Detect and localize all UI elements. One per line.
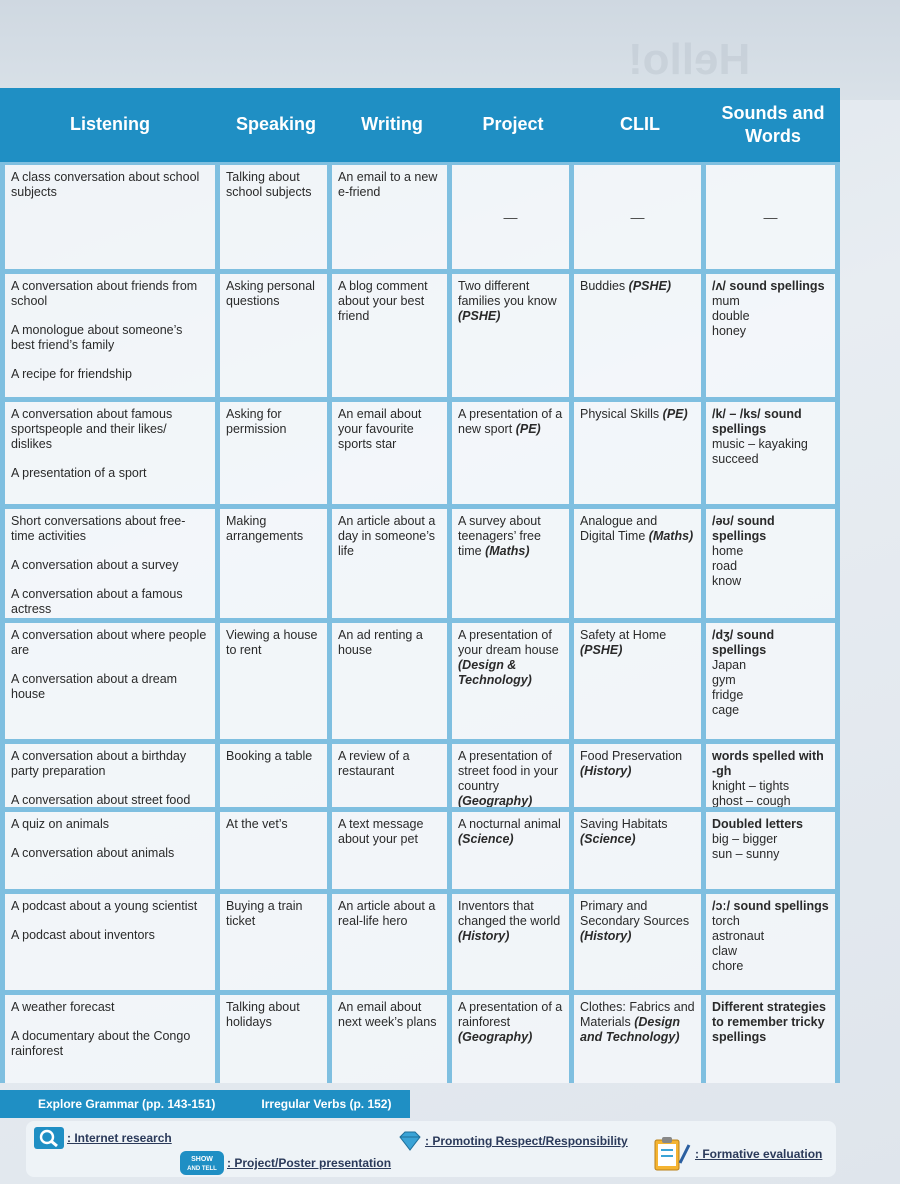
project-subject-tag: (Geography) <box>458 794 533 807</box>
listening-item: A conversation about a dream house <box>11 672 178 701</box>
listening-item: A weather forecast <box>11 1000 115 1014</box>
sounds-title: — <box>763 208 778 225</box>
writing-cell <box>332 812 452 889</box>
writing-item: An article about a day in someone’s life <box>338 514 436 558</box>
listening-cell <box>0 274 220 397</box>
speaking-item: Booking a table <box>226 749 313 763</box>
clil-subject-tag: (PSHE) <box>580 643 623 657</box>
sounds-cell <box>706 744 840 807</box>
header-writing: Writing <box>361 114 423 135</box>
sounds-cell <box>706 509 840 618</box>
speaking-item: At the vet’s <box>226 817 288 831</box>
speaking-item: Making arrangements <box>226 514 304 543</box>
listening-item: A podcast about a young scientist <box>11 899 198 913</box>
sounds-word: big – bigger <box>712 832 778 846</box>
project-text: A presentation of your dream house <box>458 628 559 657</box>
table-row <box>0 397 840 504</box>
project-cell <box>452 165 574 269</box>
project-text: A survey about teenagers’ free time <box>458 514 541 558</box>
writing-cell <box>332 274 452 397</box>
sounds-title: /ʌ/ sound spellings <box>712 279 825 293</box>
project-cell <box>452 995 574 1083</box>
grammar-reference: Explore Grammar (pp. 143-151) <box>38 1097 216 1111</box>
project-text: Inventors that changed the world <box>458 899 561 928</box>
table-row <box>0 269 840 397</box>
project-cell <box>452 274 574 397</box>
clil-subject-tag: (Design and Technology) <box>580 1015 681 1044</box>
speaking-item: Talking about holidays <box>226 1000 300 1029</box>
sounds-word: double <box>712 309 750 323</box>
clil-subject-tag: (PE) <box>662 407 688 421</box>
clil-cell <box>574 165 706 269</box>
speaking-cell <box>220 894 332 990</box>
listening-item: A presentation of a sport <box>11 466 147 480</box>
writing-item: A blog comment about your best friend <box>338 279 428 323</box>
sounds-word: music – kayaking <box>712 437 808 451</box>
project-cell <box>452 744 574 807</box>
clil-cell <box>574 509 706 618</box>
writing-cell <box>332 995 452 1083</box>
project-subject-tag: (Science) <box>458 832 514 846</box>
writing-cell <box>332 402 452 504</box>
sounds-word: astronaut <box>712 929 765 943</box>
background-watermark: Hello! <box>627 35 750 84</box>
sounds-title: Different strategies to remember tricky spellings <box>712 1000 826 1044</box>
speaking-cell <box>220 165 332 269</box>
diamond-icon <box>398 1131 422 1151</box>
listening-cell <box>0 165 220 269</box>
writing-item: An email about next week’s plans <box>338 1000 437 1029</box>
writing-cell <box>332 165 452 269</box>
legend-project: SHOW AND TELL : Project/Poster presentation <box>180 1151 391 1175</box>
sounds-word: road <box>712 559 738 573</box>
sounds-cell <box>706 894 840 990</box>
sounds-word: cage <box>712 703 740 717</box>
header-clil: CLIL <box>620 114 660 135</box>
clil-subject-tag: (Maths) <box>648 529 694 543</box>
project-text: A presentation of a rainforest <box>458 1000 563 1029</box>
svg-text:SHOW: SHOW <box>191 1156 213 1163</box>
project-text: Two different families you know <box>458 279 557 308</box>
show-and-tell-icon <box>180 1151 224 1175</box>
background-top <box>0 0 900 100</box>
project-subject-tag: (PSHE) <box>458 309 501 323</box>
speaking-cell <box>220 812 332 889</box>
legend <box>26 1121 836 1177</box>
sounds-title: /əʊ/ sound spellings <box>712 514 775 543</box>
legend-respect: : Promoting Respect/Responsibility <box>398 1131 628 1151</box>
header-project: Project <box>482 114 544 135</box>
clil-text: Analogue and Digital Time <box>580 514 658 543</box>
table-row <box>0 618 840 739</box>
project-cell <box>452 623 574 739</box>
speaking-item: Talking about school subjects <box>226 170 312 199</box>
listening-item: A podcast about inventors <box>11 928 155 942</box>
clil-cell <box>574 623 706 739</box>
clil-text: Physical Skills <box>580 407 660 421</box>
speaking-cell <box>220 623 332 739</box>
contents-table <box>0 162 840 1083</box>
project-cell <box>452 509 574 618</box>
header-sounds-and-words: Sounds and Words <box>721 102 825 146</box>
clil-cell <box>574 812 706 889</box>
sounds-word: home <box>712 544 744 558</box>
clil-text: Food Preservation <box>580 749 683 763</box>
listening-item: A conversation about friends from school <box>11 279 198 308</box>
clil-cell <box>574 894 706 990</box>
writing-item: A review of a restaurant <box>338 749 410 778</box>
listening-item: A conversation about a famous actress <box>11 587 183 616</box>
sounds-title: Doubled letters <box>712 817 803 831</box>
sounds-title: /k/ – /ks/ sound spellings <box>712 407 802 436</box>
magnifier-icon <box>34 1127 64 1149</box>
listening-item: A conversation about a survey <box>11 558 179 572</box>
sounds-word: torch <box>712 914 740 928</box>
clil-subject-tag: (History) <box>580 764 632 778</box>
speaking-cell <box>220 509 332 618</box>
writing-item: An ad renting a house <box>338 628 423 657</box>
table-row <box>0 504 840 618</box>
listening-cell <box>0 744 220 807</box>
legend-internet: : Internet research <box>34 1127 172 1149</box>
sounds-word: knight – tights <box>712 779 790 793</box>
table-row <box>0 739 840 807</box>
sounds-word: succeed <box>712 452 759 466</box>
speaking-cell <box>220 274 332 397</box>
writing-cell <box>332 744 452 807</box>
writing-cell <box>332 623 452 739</box>
project-text: A presentation of a new sport <box>458 407 563 436</box>
speaking-item: Viewing a house to rent <box>226 628 318 657</box>
sounds-cell <box>706 812 840 889</box>
header-listening: Listening <box>70 114 150 135</box>
clil-text: Saving Habitats <box>580 817 668 831</box>
sounds-word: gym <box>712 673 736 687</box>
sounds-word: claw <box>712 944 738 958</box>
writing-item: An email about your favourite sports star <box>338 407 422 451</box>
writing-cell <box>332 894 452 990</box>
listening-item: A conversation about where people are <box>11 628 207 657</box>
table-row <box>0 807 840 889</box>
clil-cell <box>574 402 706 504</box>
table-row <box>0 162 840 269</box>
sounds-cell <box>706 165 840 269</box>
clil-cell <box>574 274 706 397</box>
sounds-title: words spelled with -gh <box>712 749 824 778</box>
writing-item: An article about a real-life hero <box>338 899 436 928</box>
writing-cell <box>332 509 452 618</box>
table-row <box>0 990 840 1083</box>
listening-item: A conversation about a birthday party preparation <box>11 749 187 778</box>
clil-text: Safety at Home <box>580 628 667 642</box>
project-subject-tag: (Maths) <box>485 544 530 558</box>
speaking-item: Buying a train ticket <box>226 899 303 928</box>
listening-item: A conversation about street food <box>11 793 191 807</box>
listening-cell <box>0 812 220 889</box>
listening-cell <box>0 623 220 739</box>
clil-subject-tag: (History) <box>580 929 632 943</box>
clipboard-icon <box>652 1135 692 1173</box>
clil-text: — <box>630 208 645 225</box>
listening-item: A class conversation about school subjects <box>11 170 200 199</box>
sounds-word: sun – sunny <box>712 847 780 861</box>
listening-cell <box>0 995 220 1083</box>
project-subject-tag: (Geography) <box>458 1030 533 1044</box>
listening-item: A monologue about someone’s best friend’s family <box>11 323 183 352</box>
table-header <box>0 88 840 162</box>
verbs-reference: Irregular Verbs (p. 152) <box>261 1097 392 1111</box>
sounds-cell <box>706 623 840 739</box>
project-subject-tag: (History) <box>458 929 510 943</box>
sounds-word: ghost – cough <box>712 794 791 807</box>
project-text: A presentation of street food in your country <box>458 749 559 793</box>
sounds-word: mum <box>712 294 740 308</box>
clil-subject-tag: (Science) <box>580 832 636 846</box>
sounds-word: know <box>712 574 742 588</box>
table-row <box>0 889 840 990</box>
speaking-cell <box>220 402 332 504</box>
speaking-cell <box>220 995 332 1083</box>
sounds-word: honey <box>712 324 747 338</box>
sounds-word: chore <box>712 959 744 973</box>
clil-subject-tag: (PSHE) <box>628 279 672 293</box>
speaking-cell <box>220 744 332 807</box>
listening-item: A conversation about animals <box>11 846 175 860</box>
clil-text: Buddies <box>580 279 626 293</box>
listening-item: A quiz on animals <box>11 817 109 831</box>
sounds-title: /dʒ/ sound spellings <box>712 628 775 657</box>
project-text: A nocturnal animal <box>458 817 561 831</box>
project-cell <box>452 812 574 889</box>
sounds-title: /ɔː/ sound spellings <box>712 899 829 913</box>
listening-item: Short conversations about free-time activities <box>11 514 186 543</box>
header-speaking: Speaking <box>235 114 317 135</box>
sounds-cell <box>706 402 840 504</box>
footer-band <box>0 1090 410 1118</box>
clil-text: Clothes: Fabrics and Materials <box>580 1000 695 1029</box>
clil-cell <box>574 995 706 1083</box>
sounds-cell <box>706 274 840 397</box>
sounds-word: fridge <box>712 688 744 702</box>
speaking-item: Asking personal questions <box>226 279 315 308</box>
legend-evaluation: : Formative evaluation <box>652 1135 822 1173</box>
listening-cell <box>0 894 220 990</box>
writing-item: A text message about your pet <box>338 817 424 846</box>
svg-text:AND TELL: AND TELL <box>187 1166 217 1172</box>
project-cell <box>452 402 574 504</box>
project-subject-tag: (Design & Technology) <box>458 658 532 687</box>
project-cell <box>452 894 574 990</box>
listening-item: A conversation about famous sportspeople and their likes/ dislikes <box>11 407 173 451</box>
speaking-item: Asking for permission <box>226 407 287 436</box>
listening-cell <box>0 402 220 504</box>
clil-cell <box>574 744 706 807</box>
listening-item: A recipe for friendship <box>11 367 132 381</box>
listening-item: A documentary about the Congo rainforest <box>11 1029 191 1058</box>
writing-item: An email to a new e-friend <box>338 170 438 199</box>
listening-cell <box>0 509 220 618</box>
clil-text: Primary and Secondary Sources <box>580 899 690 928</box>
sounds-cell <box>706 995 840 1083</box>
project-subject-tag: (PE) <box>515 422 541 436</box>
sounds-word: Japan <box>712 658 747 672</box>
project-text: — <box>503 208 518 225</box>
